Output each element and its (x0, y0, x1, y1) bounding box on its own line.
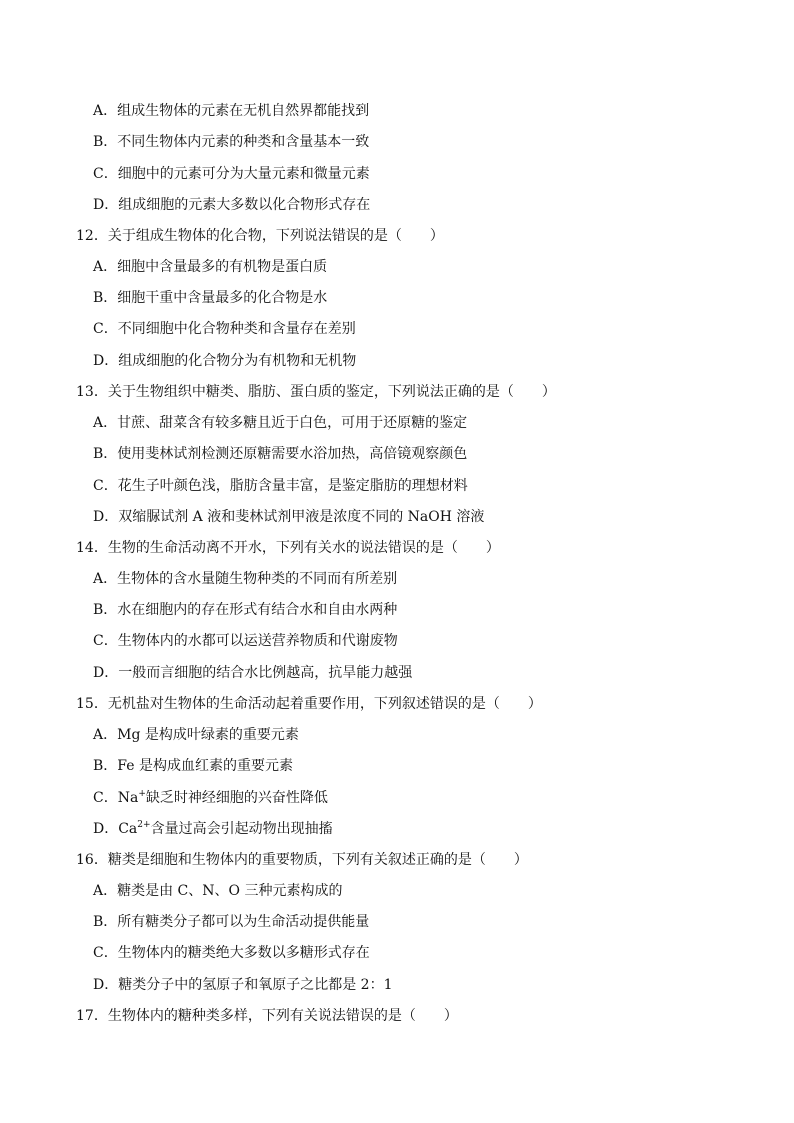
option-line: A．甘蔗、甜菜含有较多糖且近于白色，可用于还原糖的鉴定 (93, 415, 468, 431)
question-stem: 16．糖类是细胞和生物体内的重要物质，下列有关叙述正确的是（ ） (76, 852, 528, 868)
option-line: B．所有糖类分子都可以为生命活动提供能量 (93, 914, 370, 930)
option-line: D．组成细胞的化合物分为有机物和无机物 (93, 353, 357, 369)
question-stem: 13．关于生物组织中糖类、脂肪、蛋白质的鉴定，下列说法正确的是（ ） (76, 384, 556, 400)
question-stem: 15．无机盐对生物体的生命活动起着重要作用，下列叙述错误的是（ ） (76, 696, 542, 712)
option-line: C．生物体内的水都可以运送营养物质和代谢废物 (93, 633, 398, 649)
question-stem: 12．关于组成生物体的化合物，下列说法错误的是（ ） (76, 228, 444, 244)
option-line: C．不同细胞中化合物种类和含量存在差别 (93, 321, 356, 337)
question-stem: 14．生物的生命活动离不开水，下列有关水的说法错误的是（ ） (76, 540, 500, 556)
question-stem: 17．生物体内的糖种类多样，下列有关说法错误的是（ ） (76, 1008, 458, 1024)
option-line: A．细胞中含量最多的有机物是蛋白质 (93, 259, 328, 275)
option-text-post: 缺乏时神经细胞的兴奋性降低 (145, 790, 328, 806)
option-line: B．使用斐林试剂检测还原糖需要水浴加热，高倍镜观察颜色 (93, 446, 468, 462)
option-text-pre: C．Na (93, 790, 139, 806)
ion-charge-superscript: 2+ (137, 820, 151, 830)
option-line: B．不同生物体内元素的种类和含量基本一致 (93, 134, 370, 150)
option-line: A．糖类是由 C、N、O 三种元素构成的 (93, 883, 343, 899)
option-line: D．组成细胞的元素大多数以化合物形式存在 (93, 197, 371, 213)
option-text-post: 含量过高会引起动物出现抽搐 (150, 821, 333, 837)
option-text-pre: D．Ca (93, 821, 138, 837)
option-line: D．一般而言细胞的结合水比例越高，抗旱能力越强 (93, 665, 413, 681)
option-line (93, 820, 333, 838)
option-line: A．Mg 是构成叶绿素的重要元素 (93, 727, 299, 743)
option-line: A．组成生物体的元素在无机自然界都能找到 (93, 103, 370, 119)
option-line (93, 789, 328, 807)
option-line: A．生物体的含水量随生物种类的不同而有所差别 (93, 571, 398, 587)
option-line: B．细胞干重中含量最多的化合物是水 (93, 290, 328, 306)
ion-charge-superscript: + (138, 789, 146, 799)
option-line: B．Fe 是构成血红素的重要元素 (93, 758, 293, 774)
option-line: C．花生子叶颜色浅，脂肪含量丰富，是鉴定脂肪的理想材料 (93, 478, 468, 494)
option-line: C．细胞中的元素可分为大量元素和微量元素 (93, 166, 370, 182)
option-line: B．水在细胞内的存在形式有结合水和自由水两种 (93, 602, 398, 618)
option-line: D．糖类分子中的氢原子和氧原子之比都是 2：1 (93, 977, 393, 993)
option-line: C．生物体内的糖类绝大多数以多糖形式存在 (93, 945, 370, 961)
option-line: D．双缩脲试剂 A 液和斐林试剂甲液是浓度不同的 NaOH 溶液 (93, 509, 485, 525)
